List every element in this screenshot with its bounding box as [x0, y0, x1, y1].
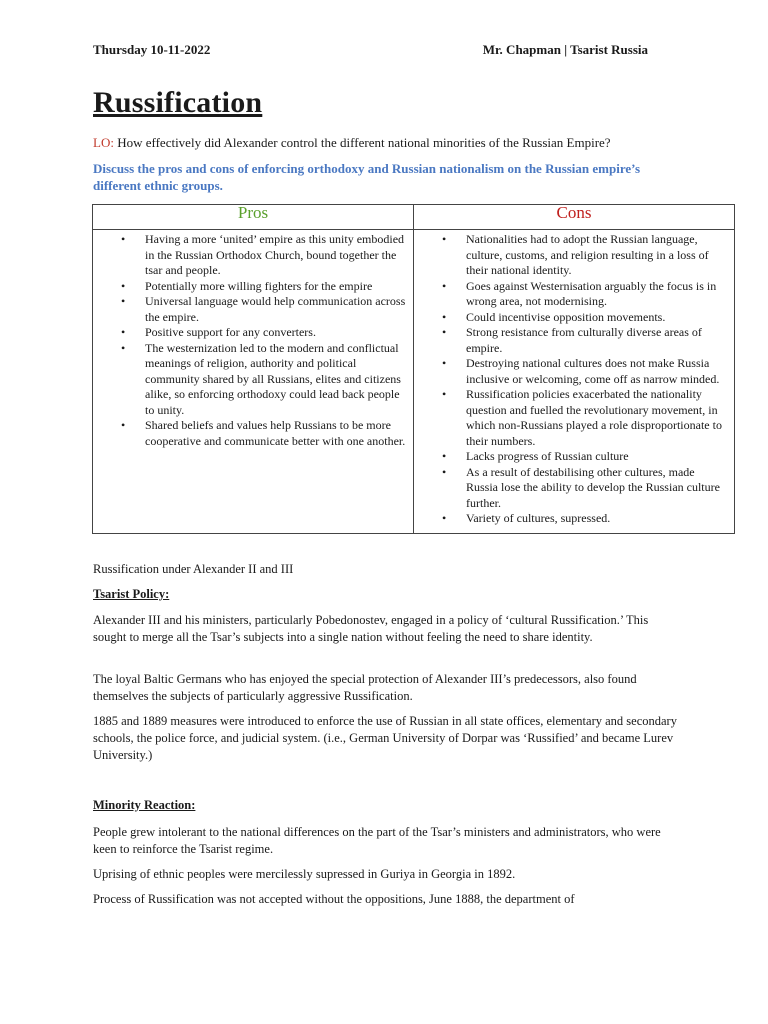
discussion-prompt: Discuss the pros and cons of enforcing orthodoxy and Russian nationalism on the Russian empire’s different ethnic groups. — [93, 161, 641, 193]
pros-list — [99, 232, 407, 449]
lo-label: LO: — [93, 135, 114, 150]
cons-cell — [414, 230, 735, 534]
list-item: • Having a more ‘united’ empire as this unity embodied in the Russian Orthodox Church, bound together the tsar and people. — [145, 232, 407, 279]
tsarist-policy-section — [93, 586, 683, 603]
list-item: • Strong resistance from culturally diverse areas of empire. — [466, 325, 728, 356]
tsarist-paragraph-1 — [93, 612, 683, 646]
list-item: • The westernization led to the modern and conflictual meanings of religion, authority and political community shared by all Russians, elites and citizens alike, so enforcing orthodoxy could lead back people to unity. — [145, 341, 407, 419]
list-item: • Variety of cultures, supressed. — [466, 511, 728, 527]
tsarist-policy-heading: Tsarist Policy: — [93, 587, 170, 601]
list-item: • Nationalities had to adopt the Russian language, culture, customs, and religion resulting in a loss of their national identity. — [466, 232, 728, 279]
list-item: • Potentially more willing fighters for the empire — [145, 279, 407, 295]
paragraph: Uprising of ethnic peoples were mercilessly supressed in Guriya in Georgia in 1892. — [93, 867, 516, 881]
cons-list — [420, 232, 728, 527]
list-item: • Shared beliefs and values help Russians to be more cooperative and communicate better with one another. — [145, 418, 407, 449]
page-header — [93, 42, 648, 58]
learning-objective — [93, 135, 713, 151]
table-caption: Russification under Alexander II and III — [93, 562, 294, 576]
tsarist-paragraph-2 — [93, 671, 683, 705]
cons-header: Cons — [414, 205, 735, 230]
list-item: • Lacks progress of Russian culture — [466, 449, 728, 465]
header-date: Thursday 10-11-2022 — [93, 42, 211, 57]
table-header-row — [93, 205, 735, 230]
pros-cell — [93, 230, 414, 534]
pros-cons-table — [92, 204, 735, 534]
list-item: • Russification policies exacerbated the nationality question and fuelled the revolutionary movement, in which non-Russians played a role disproportionate to their numbers. — [466, 387, 728, 449]
pros-header: Pros — [93, 205, 414, 230]
list-item: • Universal language would help communication across the empire. — [145, 294, 407, 325]
minority-paragraph-2 — [93, 866, 683, 883]
table-body-row — [93, 230, 735, 534]
paragraph: Alexander III and his ministers, particularly Pobedonostev, engaged in a policy of ‘cultural Russification.’ This sought to merge all the Tsar’s subjects into a single nation without feeling the need to share identity. — [93, 613, 649, 644]
minority-reaction-section — [93, 797, 683, 814]
list-item: • As a result of destabilising other cultures, made Russia lose the ability to develop the Russian culture further. — [466, 465, 728, 512]
page-title: Russification — [93, 86, 263, 119]
paragraph: 1885 and 1889 measures were introduced to enforce the use of Russian in all state offices, elementary and secondary schools, the police force, and judicial system. (i.e., German University of Dorpar was ‘Russified’ and became Lurev University.) — [93, 714, 677, 762]
list-item: • Positive support for any converters. — [145, 325, 407, 341]
minority-reaction-heading: Minority Reaction: — [93, 798, 196, 812]
header-teacher-topic: Mr. Chapman | Tsarist Russia — [482, 42, 648, 57]
tsarist-paragraph-3 — [93, 713, 683, 764]
minority-paragraph-3 — [93, 891, 683, 908]
paragraph: Process of Russification was not accepted without the oppositions, June 1888, the department of — [93, 892, 575, 906]
list-item: • Goes against Westernisation arguably the focus is in wrong area, not modernising. — [466, 279, 728, 310]
list-item: • Could incentivise opposition movements. — [466, 310, 728, 326]
list-item: • Destroying national cultures does not make Russia inclusive or welcoming, come off as narrow minded. — [466, 356, 728, 387]
paragraph: People grew intolerant to the national differences on the part of the Tsar’s ministers and administrators, who were keen to reinforce the Tsarist regime. — [93, 825, 661, 856]
lo-text: How effectively did Alexander control the different national minorities of the Russian Empire? — [117, 135, 611, 150]
paragraph: The loyal Baltic Germans who has enjoyed the special protection of Alexander III’s predecessors, also found themselves the subjects of particularly aggressive Russification. — [93, 672, 637, 703]
minority-paragraph-1 — [93, 824, 683, 858]
